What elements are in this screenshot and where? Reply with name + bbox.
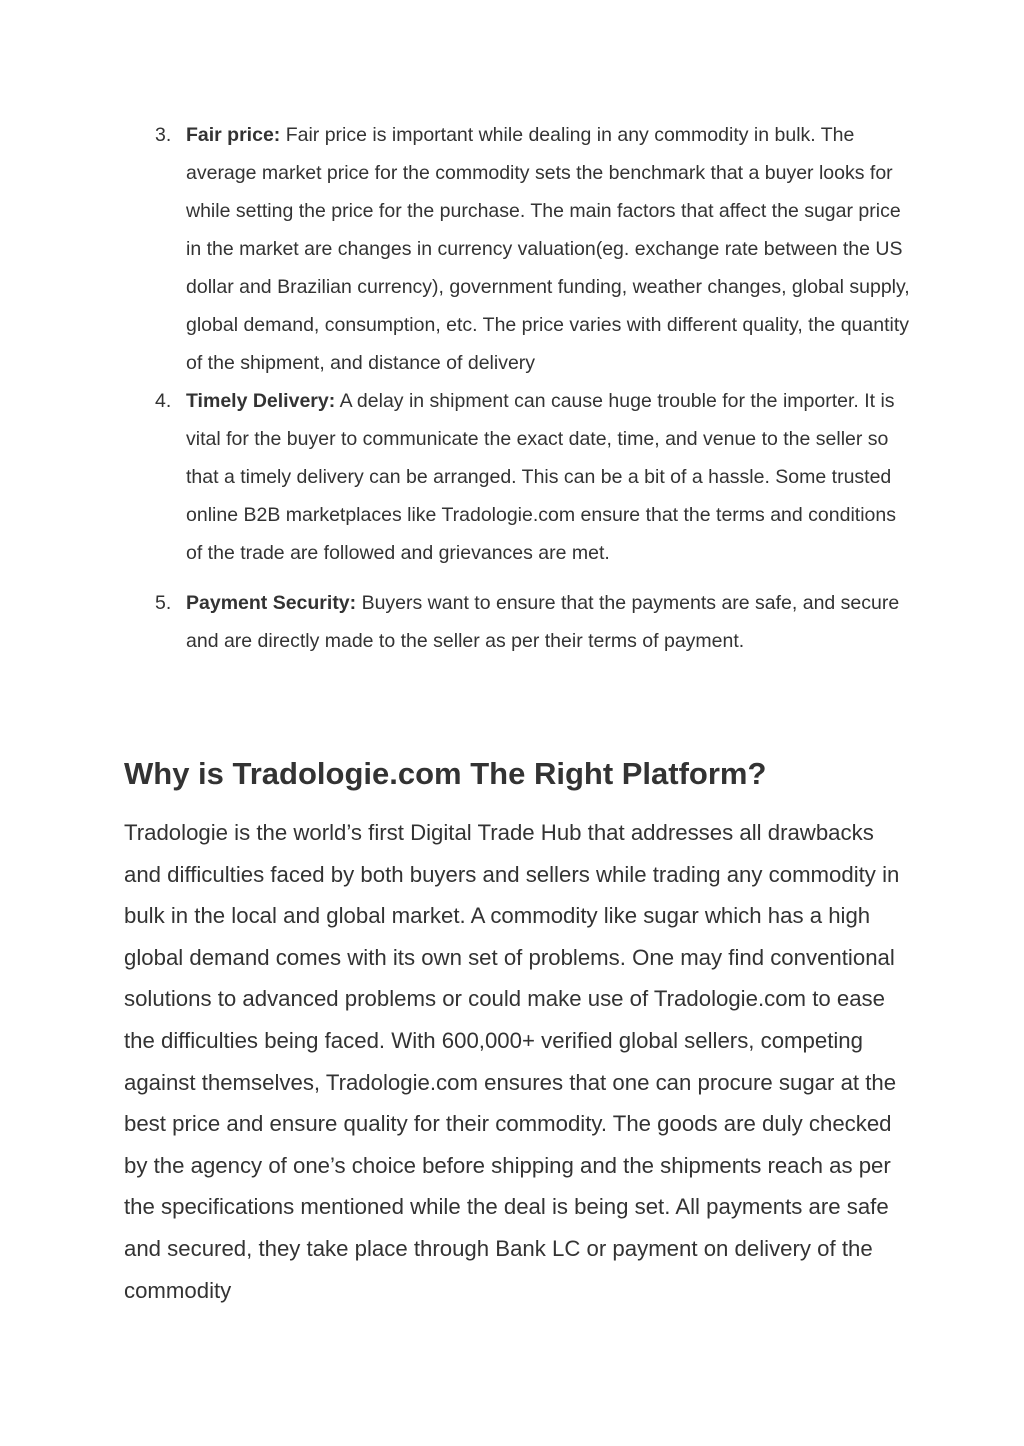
list-item-number: 3. <box>155 124 172 146</box>
list-item-term: Fair price: <box>186 124 281 146</box>
list-item-timely-delivery <box>124 382 914 572</box>
list-item-text: Buyers want to ensure that the payments are safe, and secure and are directly made to the seller as per their terms of payment. <box>186 592 900 652</box>
list-item-term: Payment Security: <box>186 592 357 614</box>
list-item-number: 5. <box>155 592 172 614</box>
list-item-fair-price <box>124 116 914 382</box>
list-item-text: A delay in shipment can cause huge trouble for the importer. It is vital for the buyer to communicate the exact date, time, and venue to the seller so that a timely delivery can be arranged. This can be a bit of a hassle. Some trusted online B2B marketplaces like Tradologie.com ensure that the terms and conditions of the trade are followed and grievances are met. <box>186 390 896 564</box>
list-item-text: Fair price is important while dealing in any commodity in bulk. The average market price for the commodity sets the benchmark that a buyer looks for while setting the price for the purchase. The main factors that affect the sugar price in the market are changes in currency valuation(eg. exchange rate between the US dollar and Brazilian currency), government funding, weather changes, global supply, global demand, consumption, etc. The price varies with different quality, the quantity of the shipment, and distance of delivery <box>186 124 910 374</box>
list-item-number: 4. <box>155 390 172 412</box>
list-item-term: Timely Delivery: <box>186 390 336 412</box>
section-paragraph: Tradologie is the world’s first Digital Trade Hub that addresses all drawbacks and difficulties faced by both buyers and sellers while trading any commodity in bulk in the local and global market. A commodity like sugar which has a high global demand comes with its own set of problems. One may find conventional solutions to advanced problems or could make use of Tradologie.com to ease the difficulties being faced. With 600,000+ verified global sellers, competing against themselves, Tradologie.com ensures that one can procure sugar at the best price and ensure quality for their commodity. The goods are duly checked by the agency of one’s choice before shipping and the shipments reach as per the specifications mentioned while the deal is being set. All payments are safe and secured, they take place through Bank LC or payment on delivery of the commodity <box>124 820 900 1303</box>
list-item-payment-security <box>124 584 914 660</box>
section-heading: Why is Tradologie.com The Right Platform? <box>124 756 767 791</box>
numbered-list <box>124 116 914 660</box>
